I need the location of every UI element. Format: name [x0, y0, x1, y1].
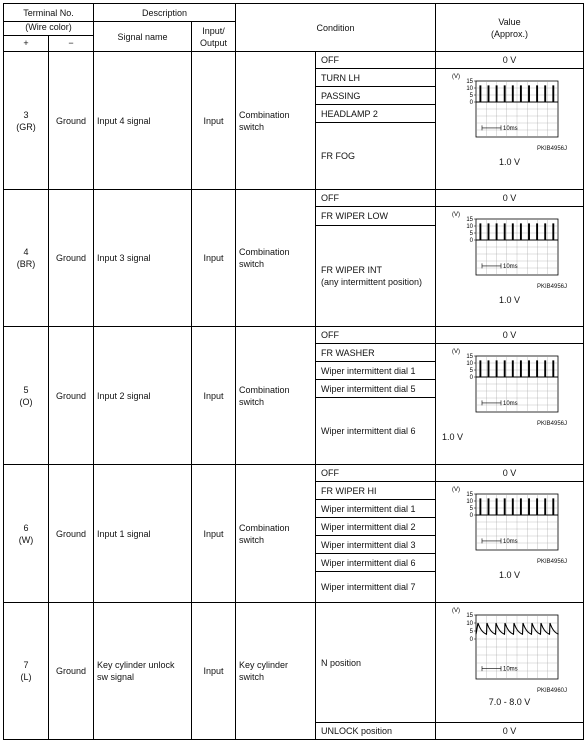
condition-cell: Wiper intermittent dial 6: [316, 398, 436, 465]
tick-label: 10: [465, 621, 473, 627]
table-row: [4, 327, 584, 344]
condition-cell: HEADLAMP 2: [316, 105, 436, 123]
tick-label: 5: [469, 231, 473, 237]
signal-name-cell: Input 1 signal: [94, 465, 192, 603]
component-cell: Key cylinder switch: [236, 603, 316, 740]
ground-cell: Ground: [49, 603, 94, 740]
condition-cell: OFF: [316, 327, 436, 344]
waveform-code: PKIB4956J: [536, 421, 568, 427]
header-row-1: [4, 4, 584, 22]
signal-name-cell: Input 2 signal: [94, 327, 192, 465]
time-scale-label: 10ms: [502, 263, 518, 270]
tick-label: 5: [469, 506, 473, 512]
component-cell: Combination switch: [236, 52, 316, 190]
value-cell: 0 V: [436, 723, 584, 740]
condition-cell: Wiper intermittent dial 1: [316, 500, 436, 518]
value-cell: 0 V: [436, 327, 584, 344]
waveform-code: PKIB4956J: [536, 146, 568, 152]
condition-cell: FR WIPER HI: [316, 482, 436, 500]
tick-label: 0: [469, 637, 473, 643]
header-description: Description: [94, 4, 236, 22]
header-input-output: Input/ Output: [192, 22, 236, 52]
tick-label: 10: [465, 86, 473, 92]
condition-cell: OFF: [316, 190, 436, 207]
waveform-graph: [450, 482, 570, 558]
ground-cell: Ground: [49, 190, 94, 327]
condition-cell: OFF: [316, 465, 436, 482]
waveform-value: 1.0 V: [499, 157, 521, 167]
header-terminal-sub: [4, 22, 94, 52]
waveform-cell: [436, 344, 584, 465]
sawtooth-waveform: [436, 603, 583, 687]
signal-name-cell: Key cylinder unlock sw signal: [94, 603, 192, 740]
header-signal-name: Signal name: [94, 22, 192, 52]
ground-cell: Ground: [49, 52, 94, 190]
condition-cell: FR WASHER: [316, 344, 436, 362]
wire-color: (W): [18, 534, 34, 545]
table-row: [4, 603, 584, 723]
terminal-cell: [4, 465, 49, 603]
condition-text: FR WIPER INT: [321, 265, 383, 275]
waveform-code: PKIB4960J: [536, 688, 568, 694]
condition-cell: FR FOG: [316, 123, 436, 190]
condition-cell: UNLOCK position: [316, 723, 436, 740]
tick-label: 5: [469, 93, 473, 99]
tick-label: 15: [465, 79, 473, 85]
header-value-label: Value: [498, 16, 521, 27]
ground-cell: Ground: [49, 327, 94, 465]
io-cell: Input: [192, 52, 236, 190]
table-row: [4, 190, 584, 207]
time-scale-label: 10ms: [502, 400, 518, 407]
pulse-waveform: [436, 69, 583, 145]
condition-cell: Wiper intermittent dial 7: [316, 572, 436, 603]
ground-cell: Ground: [49, 465, 94, 603]
condition-cell: PASSING: [316, 87, 436, 105]
terminal-cell: [4, 603, 49, 740]
waveform-value: 7.0 - 8.0 V: [488, 697, 531, 707]
time-scale-label: 10ms: [502, 538, 518, 545]
header-condition: Condition: [236, 4, 436, 52]
terminal-number: 5: [23, 384, 29, 395]
component-cell: Combination switch: [236, 327, 316, 465]
waveform-code: PKIB4956J: [536, 559, 568, 565]
value-cell: 0 V: [436, 190, 584, 207]
wire-color: (GR): [16, 121, 36, 132]
pulse-waveform: [436, 482, 583, 558]
tick-label: 0: [469, 513, 473, 519]
value-cell: 0 V: [436, 465, 584, 482]
table-row: [4, 465, 584, 482]
waveform-value: 1.0 V: [499, 295, 521, 305]
header-value-approx: (Approx.): [491, 28, 529, 39]
unit-label: (V): [451, 212, 460, 218]
tick-label: 15: [465, 217, 473, 223]
tick-label: 0: [469, 100, 473, 106]
waveform-cell: [436, 482, 584, 603]
tick-label: 15: [465, 354, 473, 360]
unit-label: (V): [451, 349, 460, 355]
condition-cell: N position: [316, 603, 436, 723]
waveform-cell: [436, 603, 584, 723]
wire-color: (O): [19, 396, 33, 407]
tick-label: 15: [465, 492, 473, 498]
waveform-cell: [436, 207, 584, 327]
terminal-number: 6: [23, 522, 29, 533]
header-value: [436, 4, 584, 52]
terminal-cell: [4, 327, 49, 465]
tick-label: 0: [469, 375, 473, 381]
tick-label: 10: [465, 499, 473, 505]
tick-label: 10: [465, 224, 473, 230]
condition-cell: OFF: [316, 52, 436, 69]
waveform-cell: [436, 69, 584, 190]
terminal-number: 3: [23, 109, 29, 120]
unit-label: (V): [451, 608, 460, 614]
header-wire-color: (Wire color): [4, 22, 93, 36]
tick-label: 5: [469, 629, 473, 635]
condition-cell: [316, 226, 436, 327]
terminal-number: 7: [23, 660, 29, 670]
io-cell: Input: [192, 327, 236, 465]
tick-label: 15: [465, 613, 473, 619]
condition-cell: Wiper intermittent dial 6: [316, 554, 436, 572]
tick-label: 0: [469, 238, 473, 244]
header-plus: +: [4, 36, 49, 51]
terminal-cell: [4, 190, 49, 327]
condition-cell: Wiper intermittent dial 1: [316, 362, 436, 380]
pulse-waveform: [436, 344, 583, 420]
waveform-value: 1.0 V: [499, 570, 521, 580]
wire-color: (L): [20, 672, 32, 682]
condition-cell: TURN LH: [316, 69, 436, 87]
time-scale-label: 10ms: [502, 666, 518, 673]
pulse-waveform: [436, 207, 583, 283]
header-terminal-no: Terminal No.: [23, 7, 74, 18]
waveform-value: 1.0 V: [442, 432, 464, 442]
waveform-graph: [450, 207, 570, 283]
header-terminal: [4, 4, 94, 22]
io-cell: Input: [192, 465, 236, 603]
waveform-graph: [450, 344, 570, 420]
waveform-graph: [450, 603, 570, 687]
tick-label: 10: [465, 361, 473, 367]
terminal-spec-table: [3, 3, 584, 740]
condition-cell: Wiper intermittent dial 2: [316, 518, 436, 536]
component-cell: Combination switch: [236, 465, 316, 603]
waveform-code: PKIB4956J: [536, 284, 568, 290]
terminal-number: 4: [23, 247, 29, 257]
unit-label: (V): [451, 74, 460, 80]
condition-subtext: (any intermittent position): [321, 277, 423, 287]
condition-cell: FR WIPER LOW: [316, 207, 436, 226]
signal-name-cell: Input 4 signal: [94, 52, 192, 190]
component-cell: Combination switch: [236, 190, 316, 327]
condition-cell: Wiper intermittent dial 5: [316, 380, 436, 398]
waveform-graph: [450, 69, 570, 145]
table-row: [4, 52, 584, 69]
wire-color: (BR): [16, 259, 36, 269]
value-cell: 0 V: [436, 52, 584, 69]
signal-trace: [476, 623, 559, 634]
terminal-cell: [4, 52, 49, 190]
unit-label: (V): [451, 487, 460, 493]
io-cell: Input: [192, 603, 236, 740]
header-minus: −: [68, 37, 74, 48]
time-scale-label: 10ms: [502, 125, 518, 132]
io-cell: Input: [192, 190, 236, 327]
condition-cell: Wiper intermittent dial 3: [316, 536, 436, 554]
signal-name-cell: Input 3 signal: [94, 190, 192, 327]
tick-label: 5: [469, 368, 473, 374]
